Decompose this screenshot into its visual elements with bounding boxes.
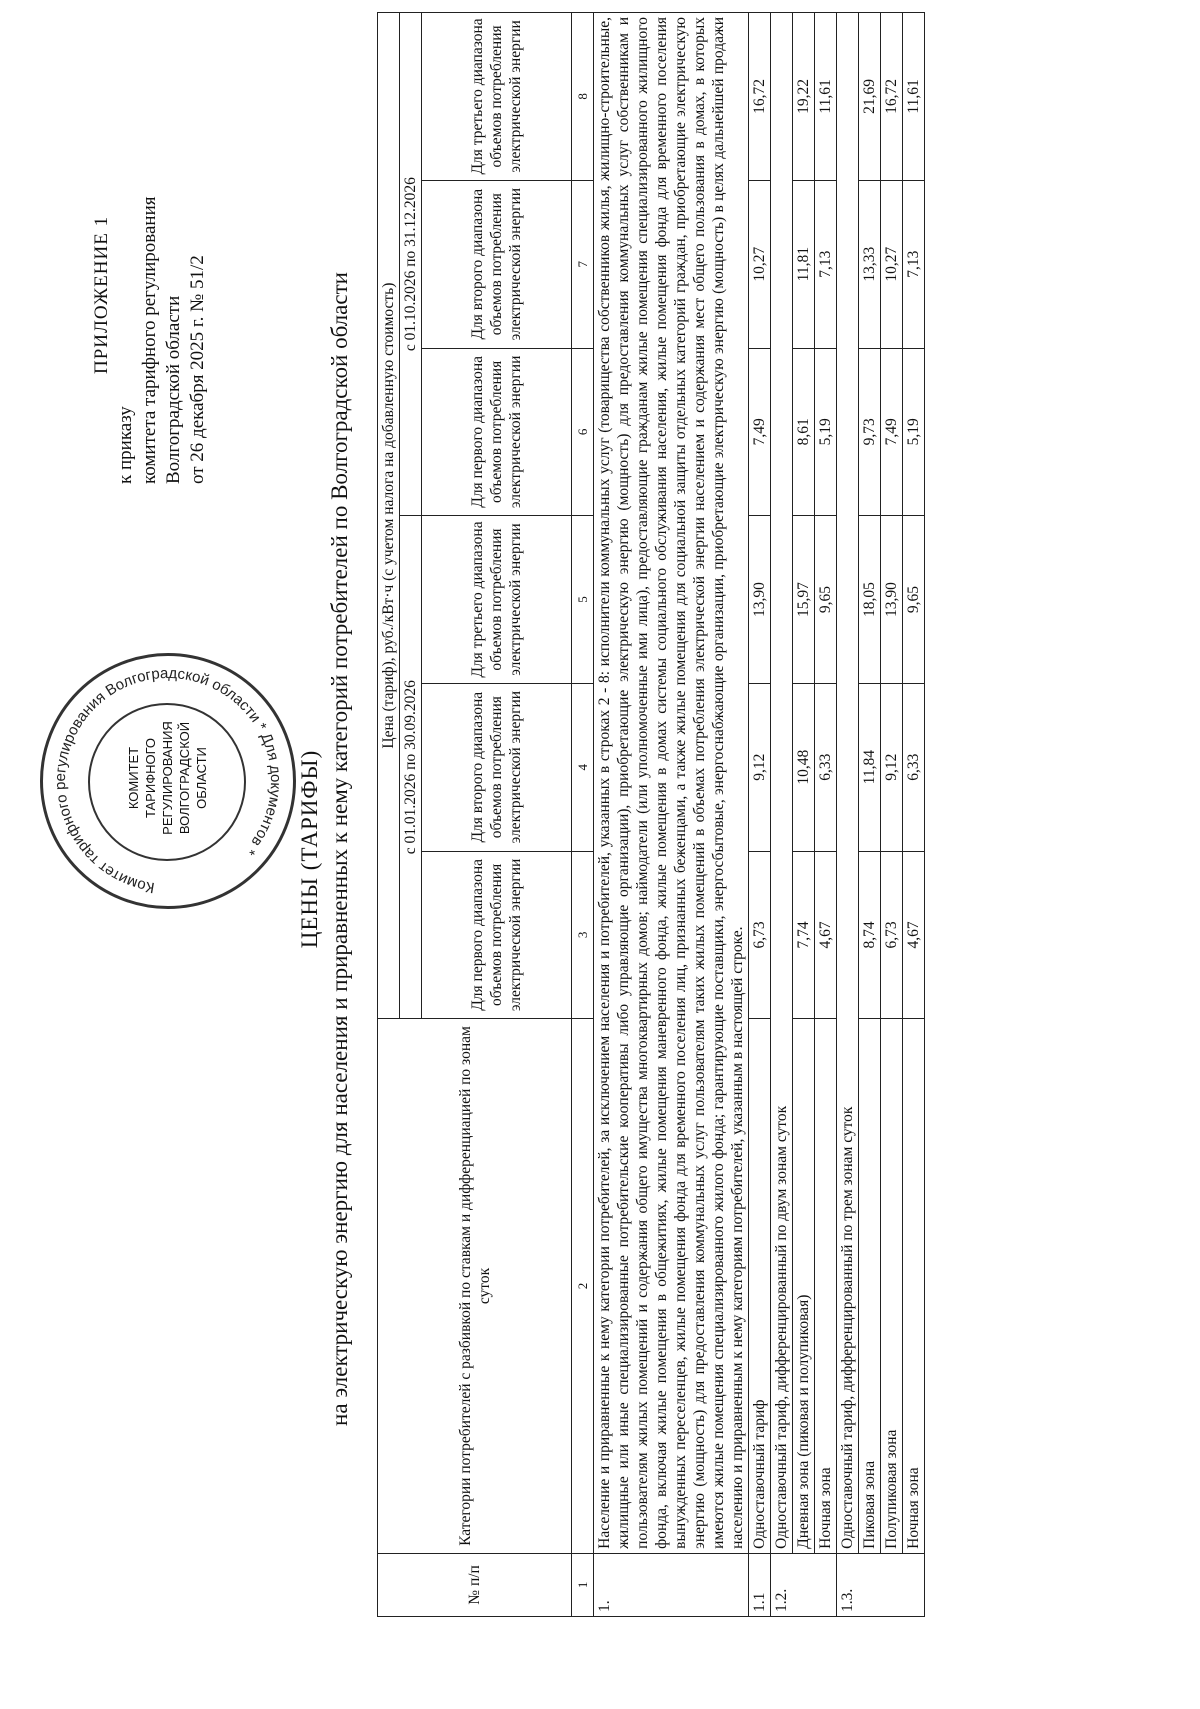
tariff-value: 6,33 bbox=[903, 683, 925, 851]
table-row bbox=[881, 13, 903, 1617]
header-row-price bbox=[378, 13, 400, 1617]
row-label: Пиковая зона bbox=[859, 1019, 881, 1554]
table-row bbox=[837, 13, 859, 1617]
tariff-value: 7,49 bbox=[881, 348, 903, 516]
tariff-value: 18,05 bbox=[859, 516, 881, 684]
appendix-line: от 26 декабря 2025 г. № 51/2 bbox=[187, 255, 208, 484]
document-title bbox=[295, 139, 355, 1559]
tariff-value: 13,90 bbox=[749, 516, 771, 684]
tariff-value: 9,73 bbox=[859, 348, 881, 516]
tariff-value: 10,27 bbox=[881, 180, 903, 348]
tariff-value: 13,33 bbox=[859, 180, 881, 348]
appendix-line: к приказу bbox=[115, 406, 136, 484]
tariff-value: 8,61 bbox=[793, 348, 815, 516]
tariff-value: 7,49 bbox=[749, 348, 771, 516]
tariff-value: 21,69 bbox=[859, 13, 881, 181]
stamp-ring-label: Комитет тарифного регулирования Волгоградской области * Для документов * bbox=[51, 664, 285, 897]
tariff-value: 6,73 bbox=[749, 851, 771, 1019]
row-number: 1.2. bbox=[771, 1553, 837, 1616]
row-number: 1. bbox=[594, 1553, 749, 1616]
tariff-value: 7,13 bbox=[903, 180, 925, 348]
header-num: № п/п bbox=[378, 1553, 572, 1616]
table-row bbox=[771, 13, 793, 1617]
row-label: Дневная зона (пиковая и полупиковая) bbox=[793, 1019, 815, 1554]
row-label: Полупиковая зона bbox=[881, 1019, 903, 1554]
tariff-value: 16,72 bbox=[749, 13, 771, 181]
tariff-value: 8,74 bbox=[859, 851, 881, 1019]
section-1-row bbox=[594, 13, 749, 1617]
header-range-2: Для второго диапазона объемов потребления электрической энергии bbox=[422, 683, 572, 851]
tariff-value: 16,72 bbox=[881, 13, 903, 181]
header-range-1: Для первого диапазона объемов потребления электрической энергии bbox=[422, 851, 572, 1019]
row-label: Одноставочный тариф, дифференцированный по трем зонам суток bbox=[837, 13, 859, 1554]
header-category: Категории потребителей с разбивкой по ставкам и дифференциацией по зонам суток bbox=[378, 1019, 572, 1554]
tariff-value: 13,90 bbox=[881, 516, 903, 684]
appendix-line: комитета тарифного регулирования bbox=[139, 196, 160, 484]
column-index: 8 bbox=[572, 13, 594, 181]
tariff-value: 15,97 bbox=[793, 516, 815, 684]
row-number: 1.3. bbox=[837, 1553, 925, 1616]
header-period-1: с 01.01.2026 по 30.09.2026 bbox=[400, 516, 422, 1019]
tariff-value: 6,73 bbox=[881, 851, 903, 1019]
column-index: 5 bbox=[572, 516, 594, 684]
header-range-3: Для третьего диапазона объемов потребления электрической энергии bbox=[422, 516, 572, 684]
title-subtitle: на электрическую энергию для населения и приравненных к нему категорий потребителей по Волгоградской области bbox=[327, 272, 352, 1426]
row-label: Ночная зона bbox=[903, 1019, 925, 1554]
header-range-2: Для второго диапазона объемов потребления электрической энергии bbox=[422, 180, 572, 348]
tariff-value: 10,48 bbox=[793, 683, 815, 851]
section-1-description: Население и приравненные к нему категории потребителей, за исключением населения и потребителей, указанных в строках 2 - 8: исполнители коммунальных услуг (товарищества собственников жилья, жилищно-строительные, жилищные или иные специализированные потребительские кооперативы либо управляющие организации), приобретающие электрическую энергию (мощность) для предоставления коммунальных услуг собственникам и пользователям жилых помещений и содержания общего имущества многоквартирных домов; наймодатели (или уполномоченные ими лица), предоставляющие гражданам жилые помещения специализированного жилищного фонда, включая жилые помещения в общежитиях, жилые помещения маневренного фонда, жилые помещения в домах системы социального обслуживания населения, жилые помещения фонда для временного поселения вынужденных переселенцев, жилые помещения фонда для временного поселения лиц, признанных беженцами, а также жилые помещения для социальной защиты отдельных категорий граждан, приобретающие электрическую энергию (мощность) для предоставления коммунальных услуг пользователям таких жилых помещений в объемах потребления электрической энергии населением и содержания мест общего пользования в домах, в которых имеются жилые помещения специализированного жилого фонда; гарантирующие поставщики, энергосбытовые, энергоснабжающие организации, приобретающие электрическую энергию (мощность) в целях дальнейшей продажи населению и приравненным к нему категориям потребителей, указанным в настоящей строке. bbox=[594, 13, 749, 1554]
tariff-value: 11,61 bbox=[903, 13, 925, 181]
column-index: 3 bbox=[572, 851, 594, 1019]
column-index: 6 bbox=[572, 348, 594, 516]
tariffs-table bbox=[377, 12, 925, 1617]
tariff-value: 19,22 bbox=[793, 13, 815, 181]
table-row bbox=[815, 13, 837, 1617]
table-row bbox=[903, 13, 925, 1617]
table-row bbox=[793, 13, 815, 1617]
tariff-value: 5,19 bbox=[815, 348, 837, 516]
appendix-line: Волгоградской области bbox=[163, 295, 184, 484]
header-period-2: с 01.10.2026 по 31.12.2026 bbox=[400, 13, 422, 516]
column-index-row bbox=[572, 13, 594, 1617]
row-label: Ночная зона bbox=[815, 1019, 837, 1554]
table-row bbox=[749, 13, 771, 1617]
appendix-title: ПРИЛОЖЕНИЕ 1 bbox=[91, 215, 112, 374]
tariff-value: 9,65 bbox=[815, 516, 837, 684]
row-label: Одноставочный тариф, дифференцированный по двум зонам суток bbox=[771, 13, 793, 1554]
stamp-inner-text: КОМИТЕТ ТАРИФНОГО РЕГУЛИРОВАНИЯ ВОЛГОГРАДСКОЙ ОБЛАСТИ bbox=[126, 721, 209, 835]
column-index: 1 bbox=[572, 1553, 594, 1616]
column-index: 2 bbox=[572, 1019, 594, 1554]
tariff-value: 9,12 bbox=[749, 683, 771, 851]
official-stamp bbox=[40, 653, 296, 909]
tariff-value: 4,67 bbox=[815, 851, 837, 1019]
row-number: 1.1 bbox=[749, 1553, 771, 1616]
table-row bbox=[859, 13, 881, 1617]
row-label: Одноставочный тариф bbox=[749, 1019, 771, 1554]
tariff-value: 7,74 bbox=[793, 851, 815, 1019]
appendix-block bbox=[90, 54, 210, 484]
column-index: 4 bbox=[572, 683, 594, 851]
header-range-1: Для первого диапазона объемов потребления электрической энергии bbox=[422, 348, 572, 516]
tariff-value: 6,33 bbox=[815, 683, 837, 851]
tariff-value: 4,67 bbox=[903, 851, 925, 1019]
tariff-value: 5,19 bbox=[903, 348, 925, 516]
header-price: Цена (тариф), руб./кВт·ч (с учетом налога на добавленную стоимость) bbox=[378, 13, 400, 1019]
tariff-value: 11,81 bbox=[793, 180, 815, 348]
tariff-value: 11,84 bbox=[859, 683, 881, 851]
tariff-value: 9,12 bbox=[881, 683, 903, 851]
header-range-3: Для третьего диапазона объемов потребления электрической энергии bbox=[422, 13, 572, 181]
tariff-value: 9,65 bbox=[903, 516, 925, 684]
tariff-value: 11,61 bbox=[815, 13, 837, 181]
tariff-value: 7,13 bbox=[815, 180, 837, 348]
column-index: 7 bbox=[572, 180, 594, 348]
title-main: ЦЕНЫ (ТАРИФЫ) bbox=[297, 749, 322, 949]
tariff-value: 10,27 bbox=[749, 180, 771, 348]
